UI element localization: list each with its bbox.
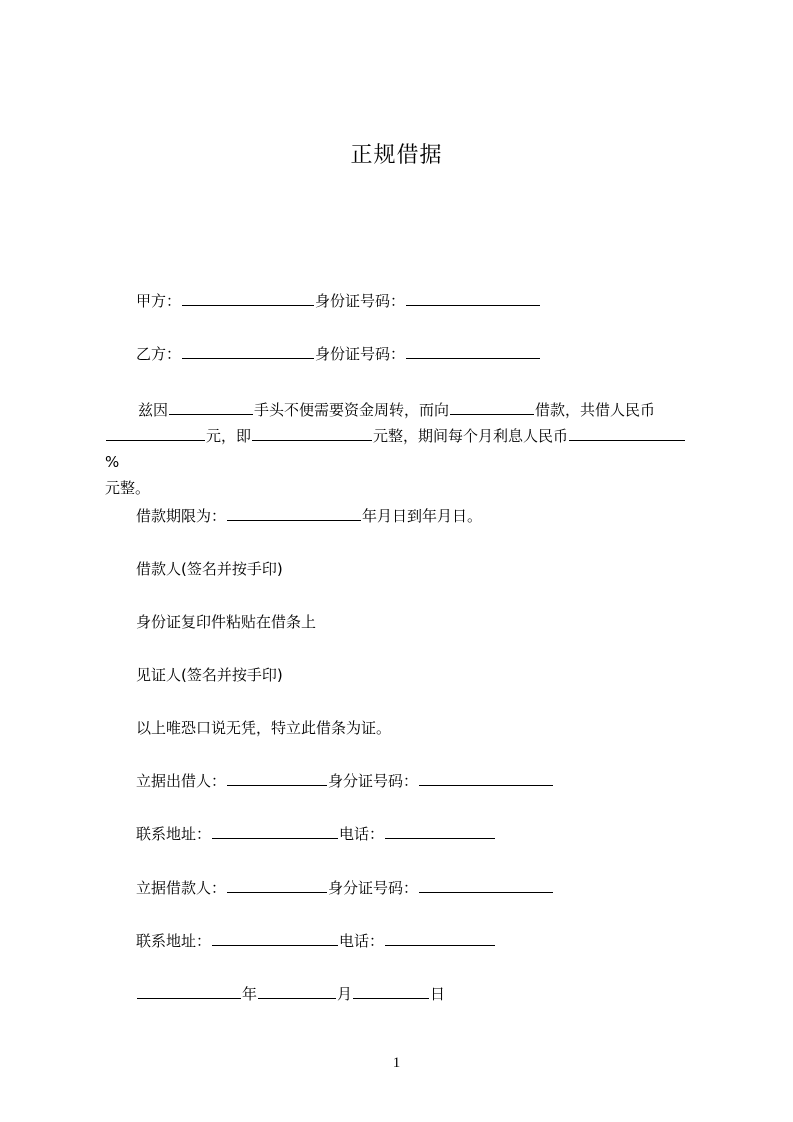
loan-period-suffix: 年月日到年月日。 bbox=[362, 507, 483, 525]
lender-line bbox=[136, 770, 554, 792]
month-blank bbox=[258, 983, 336, 999]
party-a-line bbox=[136, 290, 541, 312]
party-b-id-blank bbox=[406, 343, 540, 359]
borrower-id-label: 身分证号码： bbox=[328, 879, 419, 897]
lender-label: 立据出借人： bbox=[136, 772, 227, 790]
borrower-phone-blank bbox=[385, 930, 495, 946]
para-text-1: 兹因 bbox=[138, 401, 169, 419]
party-a-label: 甲方： bbox=[136, 292, 182, 310]
borrower-phone-label: 电话： bbox=[339, 932, 385, 950]
borrower-id-blank bbox=[419, 877, 553, 893]
lender-contact-line bbox=[136, 823, 496, 845]
lender-address-blank bbox=[212, 823, 338, 839]
para-text-4: 元，即 bbox=[206, 427, 252, 445]
loan-period-label: 借款期限为： bbox=[136, 507, 227, 525]
party-b-label: 乙方： bbox=[136, 345, 182, 363]
lender-phone-label: 电话： bbox=[339, 825, 385, 843]
loan-period-blank bbox=[227, 505, 361, 521]
loan-paragraph bbox=[105, 397, 700, 501]
page-title: 正规借据 bbox=[350, 143, 443, 168]
lender-address-label: 联系地址： bbox=[136, 825, 212, 843]
year-blank bbox=[137, 983, 241, 999]
para-text-7: 元整。 bbox=[105, 479, 151, 497]
borrower-label: 立据借款人： bbox=[136, 879, 227, 897]
witness-sign-line: 见证人(签名并按手印) bbox=[136, 666, 283, 684]
party-b-id-label: 身份证号码： bbox=[315, 345, 406, 363]
party-b-name-blank bbox=[182, 343, 314, 359]
borrower-contact-line bbox=[136, 930, 496, 952]
month-label: 月 bbox=[337, 985, 353, 1003]
party-a-id-blank bbox=[406, 290, 540, 306]
interest-blank bbox=[569, 425, 685, 441]
date-line bbox=[136, 983, 445, 1005]
reason-blank bbox=[169, 399, 253, 415]
borrower-name-blank bbox=[227, 877, 327, 893]
para-text-5: 元整，期间每个月利息人民币 bbox=[373, 427, 569, 445]
para-text-2: 手头不便需要资金周转，而向 bbox=[254, 401, 450, 419]
party-a-id-label: 身份证号码： bbox=[315, 292, 406, 310]
borrower-line bbox=[136, 877, 554, 899]
party-b-line bbox=[136, 343, 541, 365]
lender-phone-blank bbox=[385, 823, 495, 839]
para-text-3: 借款，共借人民币 bbox=[535, 401, 656, 419]
lender-id-blank bbox=[419, 770, 553, 786]
borrower-sign-line: 借款人(签名并按手印) bbox=[136, 560, 283, 578]
page-number: 1 bbox=[392, 1055, 401, 1071]
borrower-address-blank bbox=[212, 930, 338, 946]
amount-blank bbox=[106, 425, 205, 441]
declaration-line: 以上唯恐口说无凭，特立此借条为证。 bbox=[136, 719, 392, 737]
lender-blank bbox=[450, 399, 534, 415]
day-label: 日 bbox=[430, 985, 446, 1003]
party-a-name-blank bbox=[182, 290, 314, 306]
lender-name-blank bbox=[227, 770, 327, 786]
loan-period-line bbox=[136, 505, 482, 527]
id-copy-line: 身份证复印件粘贴在借条上 bbox=[136, 613, 317, 631]
borrower-address-label: 联系地址： bbox=[136, 932, 212, 950]
lender-id-label: 身分证号码： bbox=[328, 772, 419, 790]
day-blank bbox=[353, 983, 429, 999]
para-text-6: % bbox=[105, 453, 120, 471]
year-label: 年 bbox=[242, 985, 258, 1003]
amount-words-blank bbox=[252, 425, 372, 441]
